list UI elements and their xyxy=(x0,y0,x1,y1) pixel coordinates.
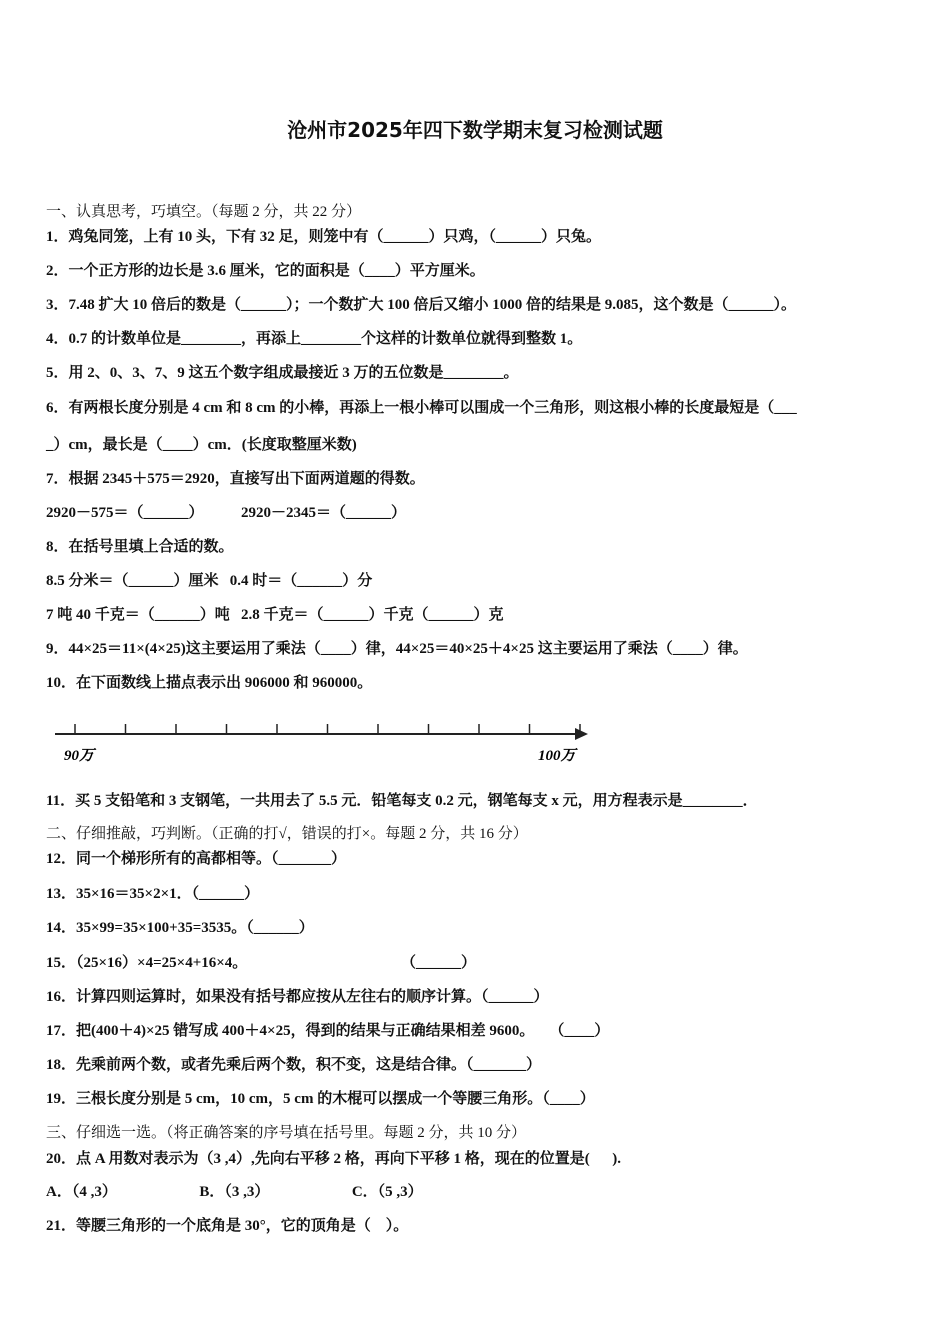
start-label: 90万 xyxy=(64,748,95,764)
question-line: 12．同一个梯形所有的高都相等。（_______） xyxy=(46,851,347,867)
section-heading: 二、仔细推敲，巧判断。（正确的打√，错误的打×。每题 2 分，共 16 分） xyxy=(46,826,528,842)
page-title: 沧州市2025年四下数学期末复习检测试题 xyxy=(287,118,663,142)
question-line: 2．一个正方形的边长是 3.6 厘米，它的面积是（____）平方厘米。 xyxy=(46,263,485,279)
question-line: 14．35×99=35×100+35=3535。（______） xyxy=(46,920,314,936)
question-line: A．（4 ,3） B．（3 ,3） C．（5 ,3） xyxy=(46,1184,423,1200)
question-line: 6．有两根长度分别是 4 cm 和 8 cm 的小棒，再添上一根小棒可以围成一个三角形，则这根小棒的长度最短是（___ xyxy=(46,400,797,416)
question-line: 7．根据 2345＋575＝2920，直接写出下面两道题的得数。 xyxy=(46,471,425,487)
question-line: 19．三根长度分别是 5 cm，10 cm，5 cm 的木棍可以摆成一个等腰三角形。（____） xyxy=(46,1091,595,1107)
section-heading: 三、仔细选一选。（将正确答案的序号填在括号里。每题 2 分，共 10 分） xyxy=(46,1125,527,1141)
question-line: 20．点 A 用数对表示为（3 ,4）,先向右平移 2 格，再向下平移 1 格，现在的位置是( ). xyxy=(46,1151,621,1167)
question-line: 3．7.48 扩大 10 倍后的数是（______）；一个数扩大 100 倍后又缩小 1000 倍的结果是 9.085，这个数是（______）。 xyxy=(46,297,797,313)
question-line: 9．44×25＝11×(4×25)这主要运用了乘法（____）律，44×25＝40×25＋4×25 这主要运用了乘法（____）律。 xyxy=(46,641,748,657)
section-heading: 一、认真思考，巧填空。（每题 2 分，共 22 分） xyxy=(46,204,362,220)
question-line: 16．计算四则运算时，如果没有括号都应按从左往右的顺序计算。（______） xyxy=(46,989,549,1005)
question-line: 1．鸡兔同笼，上有 10 头，下有 32 足，则笼中有（______）只鸡，（______）只兔。 xyxy=(46,229,602,245)
question-line: _）cm，最长是（____）cm．(长度取整厘米数) xyxy=(46,437,357,453)
number-line xyxy=(50,712,595,772)
question-line: 18．先乘前两个数，或者先乘后两个数，积不变，这是结合律。（_______） xyxy=(46,1057,542,1073)
question-line: 11．买 5 支铅笔和 3 支钢笔，一共用去了 5.5 元．铅笔每支 0.2 元，钢笔每支 x 元，用方程表示是________． xyxy=(46,793,758,809)
arrow-icon xyxy=(575,728,588,740)
question-line: 2920－575＝（______） 2920－2345＝（______） xyxy=(46,505,407,521)
question-line: 21．等腰三角形的一个底角是 30°，它的顶角是（ ）。 xyxy=(46,1218,409,1234)
question-line: 17．把(400＋4)×25 错写成 400＋4×25，得到的结果与正确结果相差 9600。 （____） xyxy=(46,1023,610,1039)
question-line: 13．35×16＝35×2×1．（______） xyxy=(46,886,260,902)
question-line: 4．0.7 的计数单位是________，再添上________个这样的计数单位就得到整数 1。 xyxy=(46,331,583,347)
end-label: 100万 xyxy=(538,748,576,764)
question-line: 10．在下面数线上描点表示出 906000 和 960000。 xyxy=(46,675,373,691)
question-line: 8.5 分米＝（______）厘米 0.4 时＝（______）分 xyxy=(46,573,373,589)
question-line: 15．（25×16）×4=25×4+16×4。 （______） xyxy=(46,955,477,971)
question-line: 8．在括号里填上合适的数。 xyxy=(46,539,234,555)
question-line: 7 吨 40 千克＝（______）吨 2.8 千克＝（______）千克（______）克 xyxy=(46,607,504,623)
question-line: 5．用 2、0、3、7、9 这五个数字组成最接近 3 万的五位数是________。 xyxy=(46,365,519,381)
